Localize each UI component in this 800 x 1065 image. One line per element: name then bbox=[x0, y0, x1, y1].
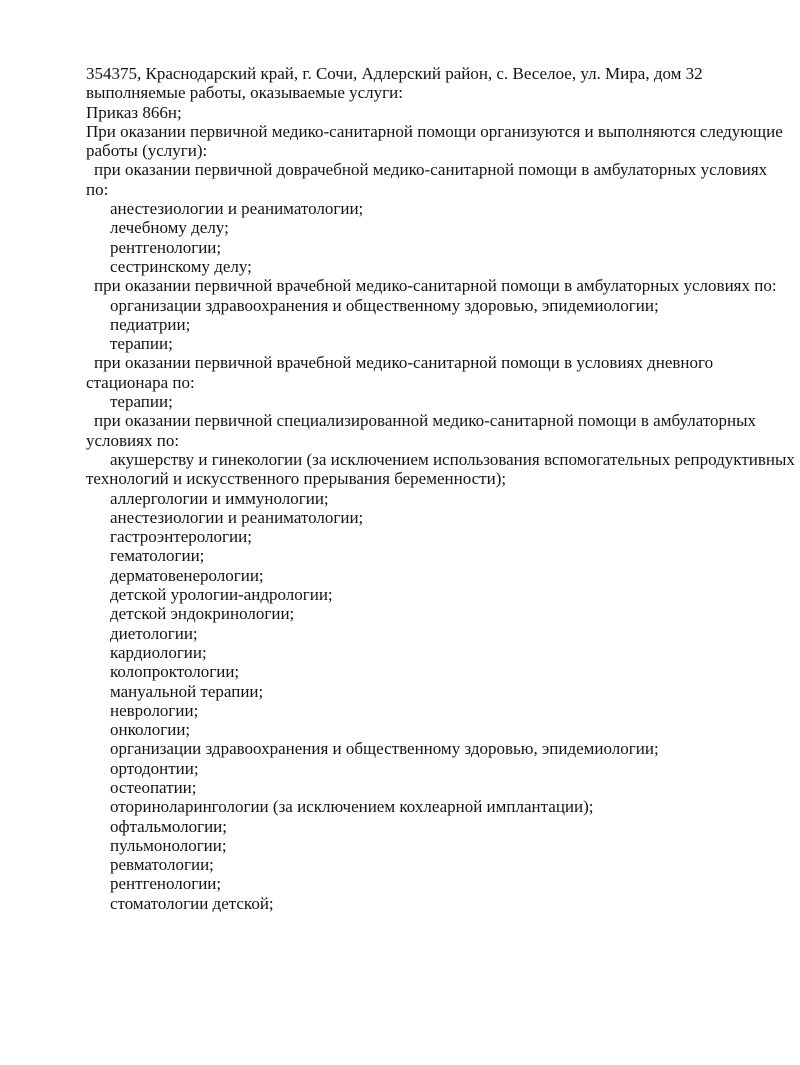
document-line: условиях по: bbox=[86, 430, 180, 450]
document-line: по: bbox=[86, 179, 109, 199]
document-line: мануальной терапии; bbox=[110, 681, 264, 701]
document-line: колопроктологии; bbox=[110, 662, 240, 682]
document-line: терапии; bbox=[110, 392, 173, 412]
document-line: пульмонологии; bbox=[110, 835, 227, 855]
document-line: рентгенологии; bbox=[110, 237, 222, 257]
document-line: ревматологии; bbox=[110, 855, 214, 875]
document-line: работы (услуги): bbox=[86, 141, 208, 161]
document-line: гастроэнтерологии; bbox=[110, 527, 252, 547]
document-line: педиатрии; bbox=[110, 314, 191, 334]
document-line: ортодонтии; bbox=[110, 758, 199, 778]
document-line: остеопатии; bbox=[110, 777, 197, 797]
document-line: организации здравоохранения и общественному здоровью, эпидемиологии; bbox=[110, 295, 659, 315]
document-line: терапии; bbox=[110, 334, 173, 354]
document-line: детской урологии-андрологии; bbox=[110, 585, 333, 605]
document-line: при оказании первичной доврачебной медико-санитарной помощи в амбулаторных условиях bbox=[94, 160, 768, 180]
document-line: анестезиологии и реаниматологии; bbox=[110, 507, 364, 527]
document-line: рентгенологии; bbox=[110, 874, 222, 894]
document-line: Приказ 866н; bbox=[86, 102, 182, 122]
document-line: неврологии; bbox=[110, 700, 199, 720]
document-line: 354375, Краснодарский край, г. Сочи, Адлерский район, с. Веселое, ул. Мира, дом 32 bbox=[86, 64, 703, 83]
document-line: гематологии; bbox=[110, 546, 205, 566]
document-line: стационара по: bbox=[86, 372, 195, 392]
document-line: лечебному делу; bbox=[110, 218, 229, 238]
document-line: акушерству и гинекологии (за исключением использования вспомогательных репродуктивных bbox=[110, 449, 795, 469]
document-line: технологий и искусственного прерывания беременности); bbox=[86, 469, 507, 489]
document-line: диетологии; bbox=[110, 623, 198, 643]
document-text bbox=[86, 64, 795, 913]
document-line: при оказании первичной врачебной медико-санитарной помощи в амбулаторных условиях по: bbox=[94, 276, 777, 296]
document-line: сестринскому делу; bbox=[110, 256, 252, 276]
document-line: аллергологии и иммунологии; bbox=[110, 488, 329, 508]
document-line: стоматологии детской; bbox=[110, 893, 274, 913]
document-line: при оказании первичной специализированной медико-санитарной помощи в амбулаторных bbox=[94, 411, 757, 431]
document-line: При оказании первичной медико-санитарной помощи организуются и выполняются следующие bbox=[86, 121, 783, 141]
document-line: выполняемые работы, оказываемые услуги: bbox=[86, 83, 403, 103]
document-line: дерматовенерологии; bbox=[110, 565, 264, 585]
document-line: анестезиологии и реаниматологии; bbox=[110, 199, 364, 219]
document-line: онкологии; bbox=[110, 720, 191, 740]
document-line: кардиологии; bbox=[110, 642, 207, 662]
document-line: организации здравоохранения и общественному здоровью, эпидемиологии; bbox=[110, 739, 659, 759]
document-line: при оказании первичной врачебной медико-санитарной помощи в условиях дневного bbox=[94, 353, 714, 373]
document-line: офтальмологии; bbox=[110, 816, 227, 836]
document-line: детской эндокринологии; bbox=[110, 604, 295, 624]
document-line: оториноларингологии (за исключением кохлеарной имплантации); bbox=[110, 797, 594, 817]
